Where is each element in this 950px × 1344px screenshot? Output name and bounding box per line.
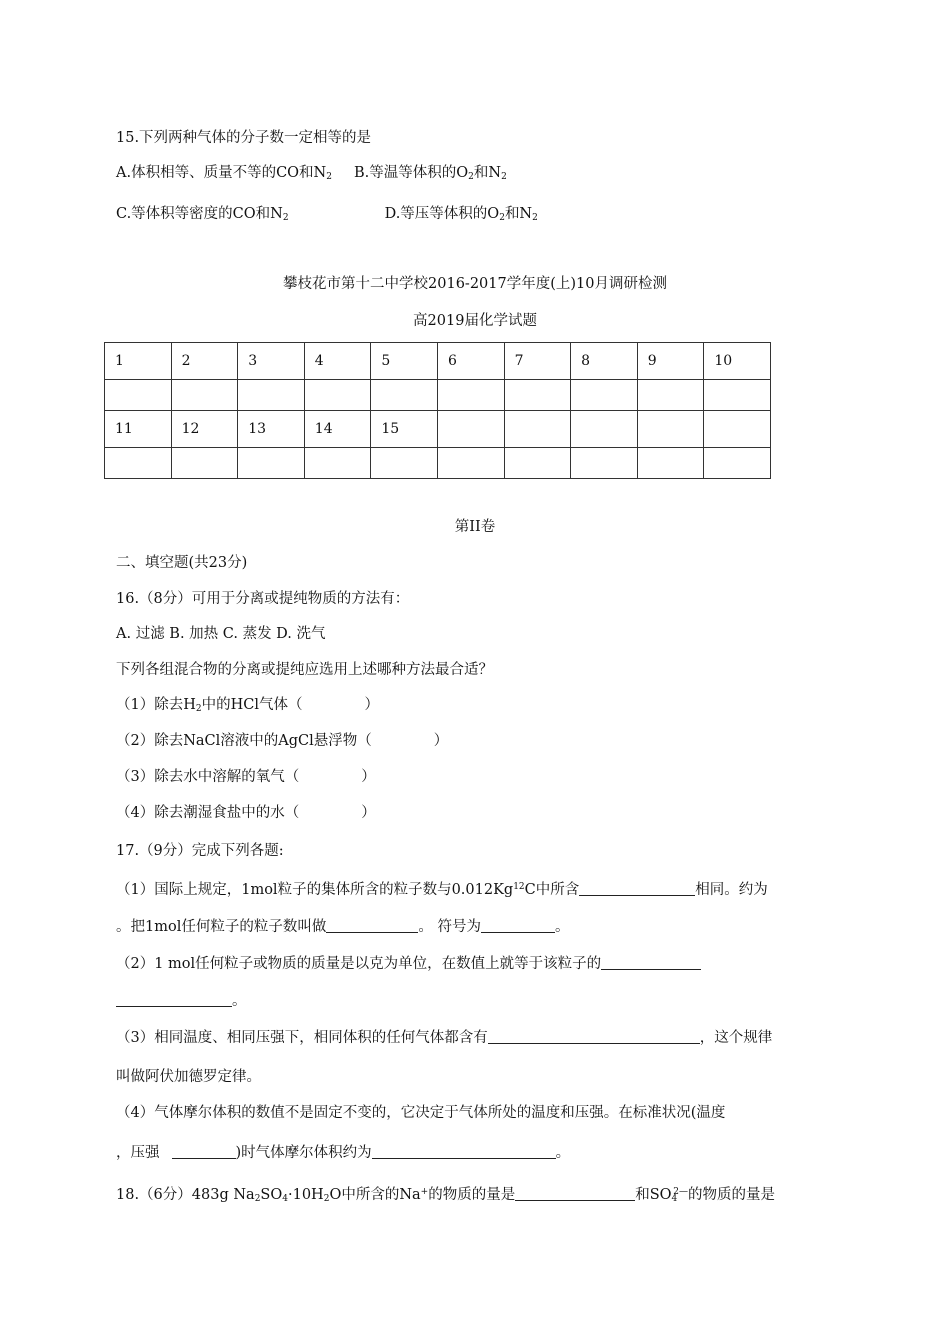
table-row: [105, 380, 771, 411]
answer-cell[interactable]: [105, 448, 172, 479]
answer-blank[interactable]: [116, 992, 232, 1007]
q17-line-1: （1）国际上规定，1mol粒子的集体所含的粒子数与0.012Kg$^{12}$C中所含 相同。约为: [116, 882, 768, 898]
q15-option-d: D.等压等体积的$O_2$和$N_2$: [384, 206, 538, 223]
answer-blank[interactable]: [601, 955, 701, 970]
q15-options-cd: [116, 205, 538, 227]
table-cell: 1: [105, 343, 172, 380]
answer-cell[interactable]: [238, 380, 305, 411]
table-cell: [437, 411, 504, 448]
answer-cell[interactable]: [371, 380, 438, 411]
answer-cell[interactable]: [704, 448, 771, 479]
table-row: [105, 411, 771, 448]
table-cell: 5: [371, 343, 438, 380]
q17-line-3: （2）1 mol任何粒子或物质的质量是以克为单位，在数值上就等于该粒子的: [116, 955, 701, 973]
q16-options: A. 过滤 B. 加热 C. 蒸发 D. 洗气: [116, 626, 326, 642]
answer-cell[interactable]: [105, 380, 172, 411]
answer-cell[interactable]: [437, 448, 504, 479]
answer-cell[interactable]: [504, 448, 571, 479]
answer-cell[interactable]: [371, 448, 438, 479]
table-cell: 3: [238, 343, 305, 380]
answer-cell[interactable]: [437, 380, 504, 411]
q17-line-5: （3）相同温度、相同压强下，相同体积的任何气体都含有 ，这个规律: [116, 1030, 773, 1046]
answer-cell[interactable]: [171, 448, 238, 479]
q16-item-1: （1）除去$H_2$中的HCl气体（ ）: [116, 697, 379, 714]
answer-cell[interactable]: [304, 380, 371, 411]
q16-item-2: （2）除去NaCl溶液中的AgCl悬浮物（ ）: [116, 733, 449, 749]
answer-blank[interactable]: [481, 918, 555, 933]
table-cell: 2: [171, 343, 238, 380]
exam-title: 攀枝花市第十二中学校2016-2017学年度(上)10月调研检测: [283, 276, 667, 292]
q15-stem: 15.下列两种气体的分子数一定相等的是: [116, 130, 372, 146]
answer-blank[interactable]: [488, 1029, 700, 1044]
table-row: [105, 343, 771, 380]
answer-cell[interactable]: [571, 448, 638, 479]
q17-line-2: 。把1mol任何粒子的粒子数叫做 。 符号为 。: [116, 919, 570, 935]
answer-cell[interactable]: [571, 380, 638, 411]
answer-blank[interactable]: [172, 1144, 236, 1159]
answer-cell[interactable]: [504, 380, 571, 411]
table-cell: 14: [304, 411, 371, 448]
answer-cell[interactable]: [637, 448, 704, 479]
table-cell: 8: [571, 343, 638, 380]
answer-cell[interactable]: [171, 380, 238, 411]
q17-stem: 17.（9分）完成下列各题:: [116, 843, 284, 859]
table-cell: [571, 411, 638, 448]
table-cell: 10: [704, 343, 771, 380]
answer-blank[interactable]: [579, 881, 695, 896]
table-cell: 6: [437, 343, 504, 380]
answer-cell[interactable]: [637, 380, 704, 411]
table-cell: [637, 411, 704, 448]
answer-blank[interactable]: [326, 918, 418, 933]
table-cell: 11: [105, 411, 172, 448]
q16-stem: 16.（8分）可用于分离或提纯物质的方法有：: [116, 591, 410, 607]
q16-item-4: （4）除去潮湿食盐中的水（ ）: [116, 805, 376, 821]
answer-table: [104, 342, 771, 479]
q17-line-8: ，压强 )时气体摩尔体积约为 。: [116, 1145, 571, 1161]
section-heading: 二、填空题(共23分): [116, 555, 248, 571]
q17-line-6: 叫做阿伏加德罗定律。: [116, 1069, 261, 1085]
answer-cell[interactable]: [304, 448, 371, 479]
q16-item-3: （3）除去水中溶解的氧气（ ）: [116, 769, 376, 785]
exam-subtitle: 高2019届化学试题: [413, 313, 537, 329]
q17-line-7: （4）气体摩尔体积的数值不是固定不变的，它决定于气体所处的温度和压强。在标准状况(温度: [116, 1105, 726, 1121]
table-cell: [704, 411, 771, 448]
table-cell: [504, 411, 571, 448]
table-cell: 4: [304, 343, 371, 380]
table-cell: 9: [637, 343, 704, 380]
q15-option-a: A.体积相等、质量不等的CO和$N_2$: [116, 165, 332, 182]
q16-ask: 下列各组混合物的分离或提纯应选用上述哪种方法最合适？: [116, 662, 493, 678]
table-cell: 15: [371, 411, 438, 448]
part2-title: 第II卷: [454, 519, 496, 535]
answer-cell[interactable]: [238, 448, 305, 479]
q15-options-ab: [116, 164, 507, 186]
table-row: [105, 448, 771, 479]
q17-line-4: 。: [116, 992, 247, 1010]
table-cell: 12: [171, 411, 238, 448]
q18-stem: 18.（6分）483g $Na_2SO_4\cdot 10H_2O$中所含的Na+的物质的量是 和$SO_4^{2—}$的物质的量是: [116, 1187, 776, 1204]
answer-blank[interactable]: [515, 1186, 635, 1201]
q15-option-c: C.等体积等密度的CO和$N_2$: [116, 206, 289, 223]
table-cell: 7: [504, 343, 571, 380]
table-cell: 13: [238, 411, 305, 448]
answer-blank[interactable]: [372, 1144, 556, 1159]
q15-option-b: B.等温等体积的$O_2$和$N_2$: [353, 165, 507, 182]
answer-cell[interactable]: [704, 380, 771, 411]
